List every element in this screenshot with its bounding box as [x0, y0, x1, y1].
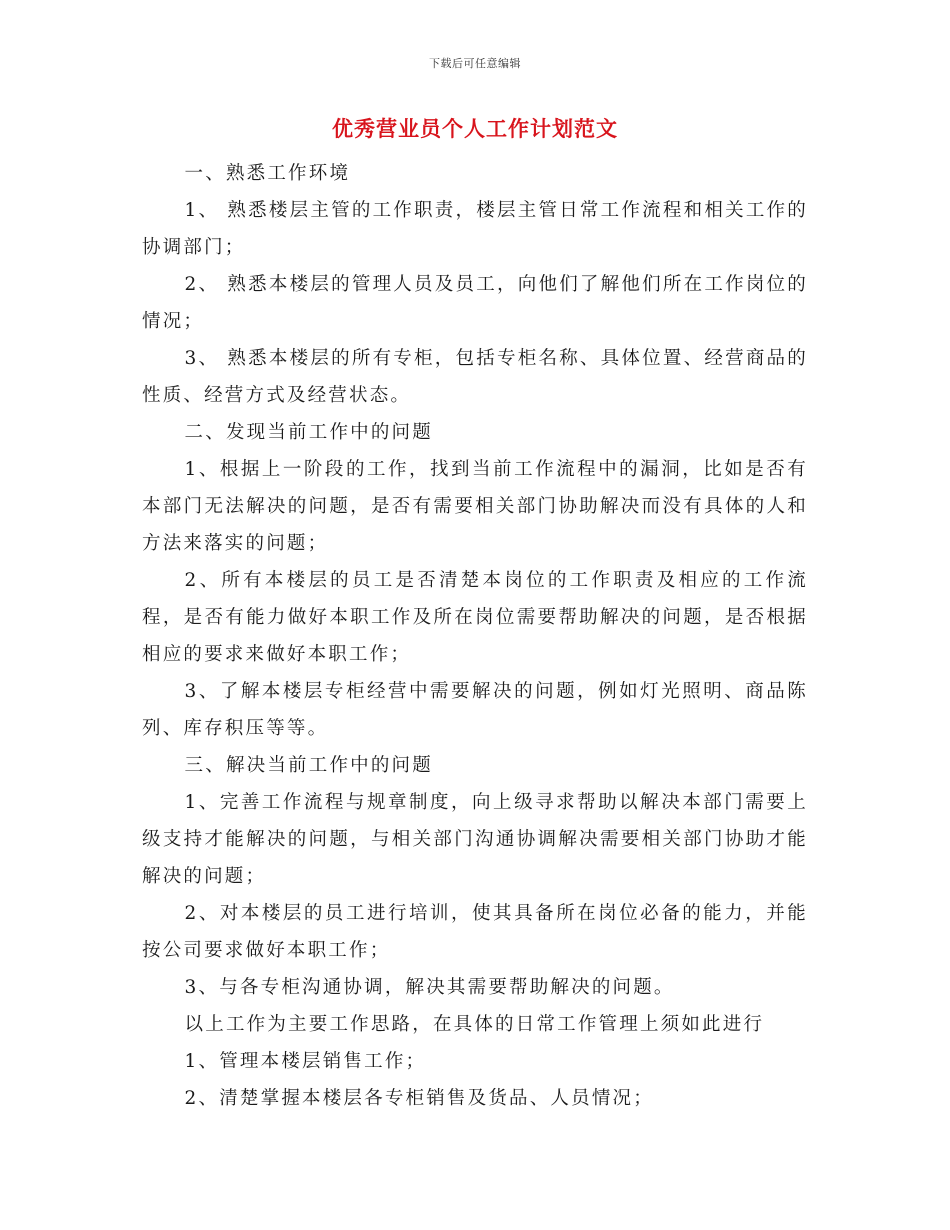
- section-heading-1: 一、熟悉工作环境: [184, 163, 351, 184]
- paragraph: 3、与各专柜沟通协调，解决其需要帮助解决的问题。: [184, 977, 675, 998]
- paragraph: 3、了解本楼层专柜经营中需要解决的问题，例如灯光照明、商品陈列、库存积压等等。: [142, 681, 808, 739]
- paragraph: 1、根据上一阶段的工作，找到当前工作流程中的漏洞，比如是否有本部门无法解决的问题，是否有需要相关部门协助解决而没有具体的人和方法来落实的问题；: [142, 459, 808, 554]
- paragraph: 2、 熟悉本楼层的管理人员及员工，向他们了解他们所在工作岗位的情况；: [142, 274, 808, 332]
- paragraph: 1、完善工作流程与规章制度，向上级寻求帮助以解决本部门需要上级支持才能解决的问题，与相关部门沟通协调解决需要相关部门协助才能解决的问题；: [142, 792, 808, 887]
- paragraph: 以上工作为主要工作思路，在具体的日常工作管理上须如此进行: [184, 1014, 765, 1035]
- paragraph: 2、所有本楼层的员工是否清楚本岗位的工作职责及相应的工作流程，是否有能力做好本职工作及所在岗位需要帮助解决的问题，是否根据相应的要求来做好本职工作；: [142, 570, 808, 665]
- paragraph: 1、管理本楼层销售工作；: [184, 1051, 427, 1072]
- header-note: 下载后可任意编辑: [429, 57, 521, 70]
- section-heading-2: 二、发现当前工作中的问题: [184, 422, 433, 443]
- document-title: 优秀营业员个人工作计划范文: [332, 116, 618, 141]
- paragraph: 1、 熟悉楼层主管的工作职责，楼层主管日常工作流程和相关工作的协调部门；: [142, 200, 808, 258]
- section-heading-3: 三、解决当前工作中的问题: [184, 755, 433, 776]
- paragraph: 3、 熟悉本楼层的所有专柜，包括专柜名称、具体位置、经营商品的性质、经营方式及经营状态。: [142, 348, 808, 406]
- paragraph: 2、清楚掌握本楼层各专柜销售及货品、人员情况；: [184, 1088, 654, 1109]
- document-body: [142, 155, 808, 1117]
- paragraph: 2、对本楼层的员工进行培训，使其具备所在岗位必备的能力，并能按公司要求做好本职工作；: [142, 903, 808, 961]
